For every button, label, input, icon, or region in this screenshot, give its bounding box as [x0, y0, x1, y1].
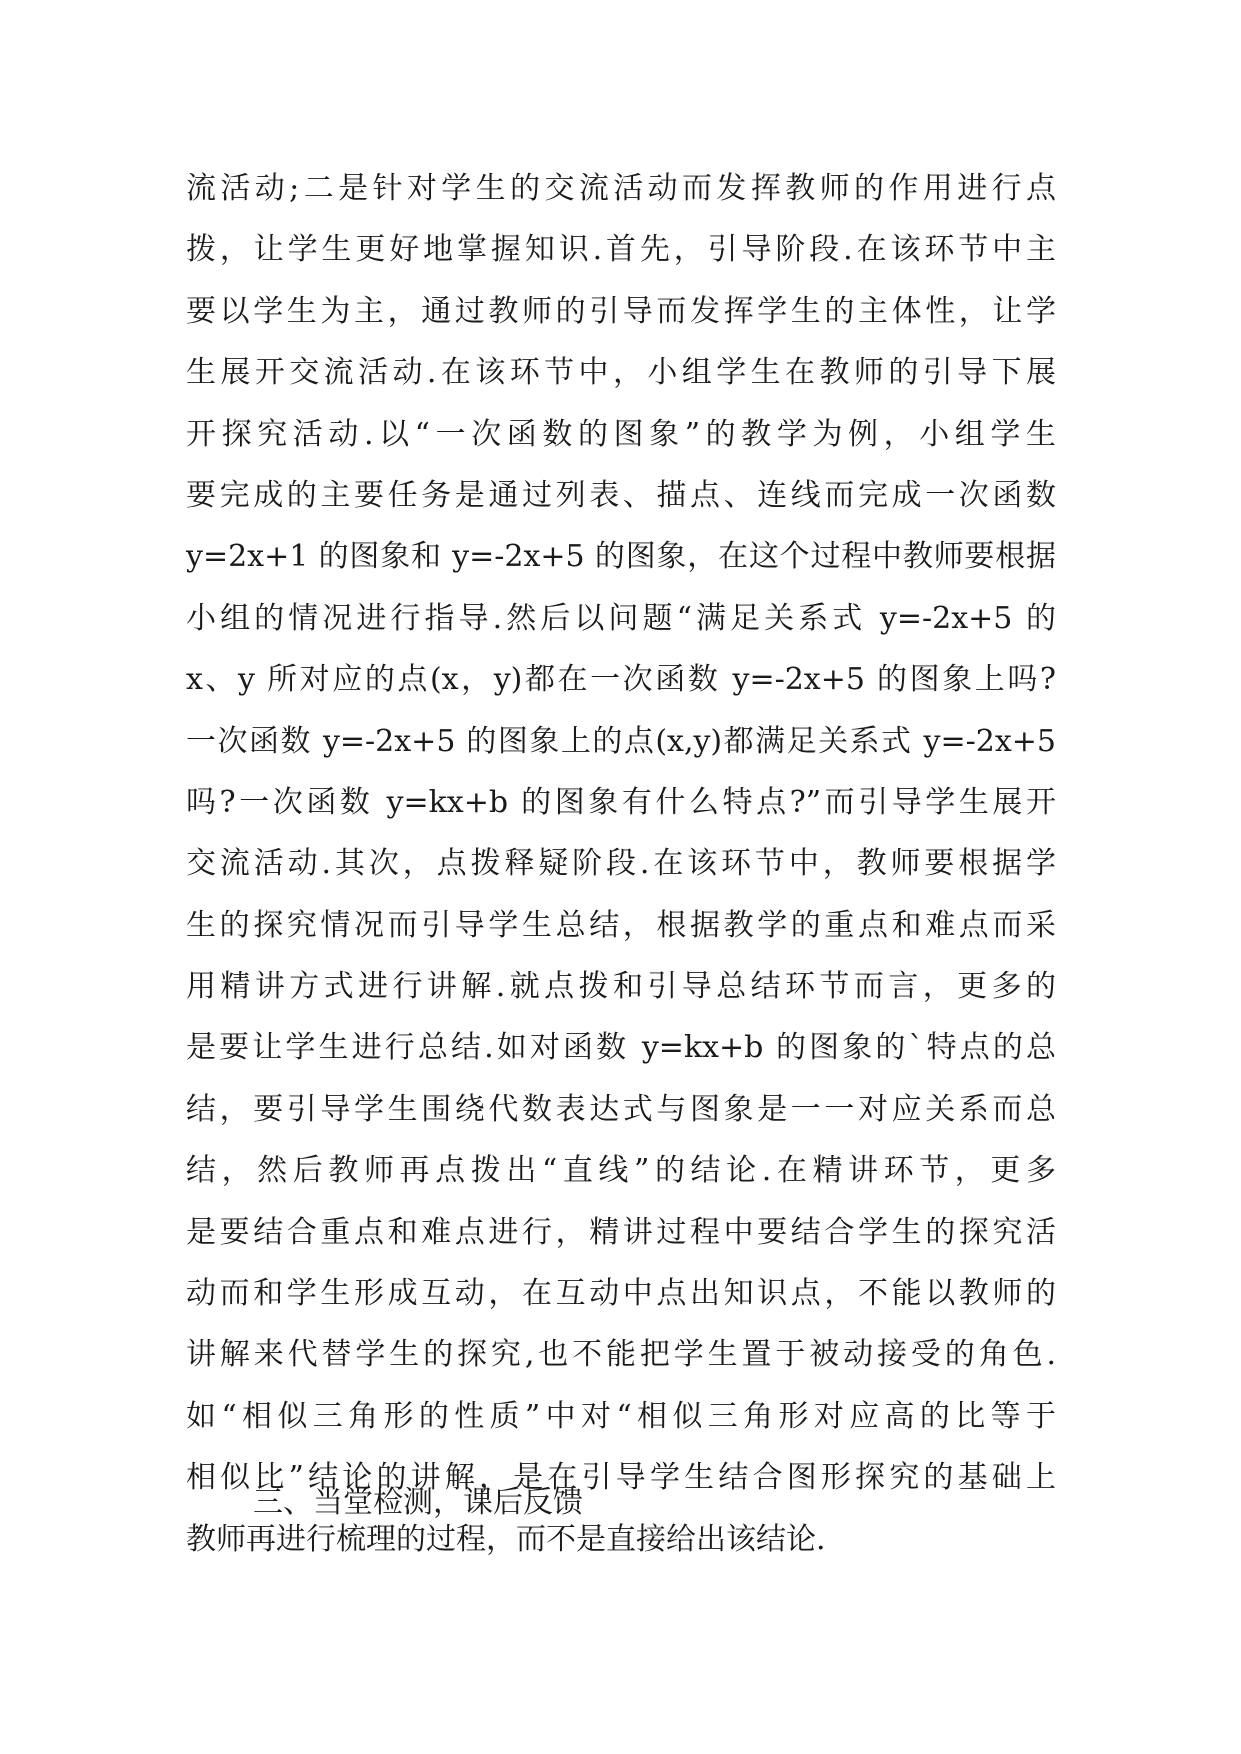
text-line: 是要让学生进行总结.如对函数 y=kx+b 的图象的`特点的总 [186, 1030, 1056, 1066]
text-line: 小组的情况进行指导.然后以问题“满足关系式 y=-2x+5 的 [186, 600, 1056, 636]
text-line-last: 教师再进行梳理的过程，而不是直接给出该结论. [186, 1521, 826, 1557]
text-line: 相似比”结论的讲解，是在引导学生结合图形探究的基础上 [186, 1460, 1056, 1496]
text-line: 是要结合重点和难点进行，精讲过程中要结合学生的探究活 [186, 1214, 1056, 1250]
section-heading: 三、当堂检测，课后反馈 [253, 1485, 583, 1520]
text-line: 动而和学生形成互动，在互动中点出知识点，不能以教师的 [186, 1276, 1056, 1312]
text-line: 要完成的主要任务是通过列表、描点、连线而完成一次函数 [186, 477, 1056, 513]
text-line: 要以学生为主，通过教师的引导而发挥学生的主体性，让学 [186, 293, 1056, 329]
text-line: 讲解来代替学生的探究,也不能把学生置于被动接受的角色. [186, 1337, 1056, 1373]
text-line: 如“相似三角形的性质”中对“相似三角形对应高的比等于 [186, 1398, 1056, 1434]
text-line: y=2x+1 的图象和 y=-2x+5 的图象，在这个过程中教师要根据 [186, 539, 1056, 575]
text-line: 一次函数 y=-2x+5 的图象上的点(x,y)都满足关系式 y=-2x+5 [186, 723, 1056, 759]
text-line: 开探究活动.以“一次函数的图象”的教学为例，小组学生 [186, 416, 1056, 452]
text-line: 生展开交流活动.在该环节中，小组学生在教师的引导下展 [186, 355, 1056, 391]
text-line: 交流活动.其次，点拨释疑阶段.在该环节中，教师要根据学 [186, 846, 1056, 882]
text-line: x、y 所对应的点(x，y)都在一次函数 y=-2x+5 的图象上吗? [186, 662, 1056, 698]
text-line: 生的探究情况而引导学生总结，根据教学的重点和难点而采 [186, 907, 1056, 943]
text-line: 拨，让学生更好地掌握知识.首先，引导阶段.在该环节中主 [186, 232, 1056, 268]
text-line: 用精讲方式进行讲解.就点拨和引导总结环节而言，更多的 [186, 969, 1056, 1005]
text-line: 吗?一次函数 y=kx+b 的图象有什么特点?”而引导学生展开 [186, 784, 1056, 820]
text-line: 结，然后教师再点拨出“直线”的结论.在精讲环节，更多 [186, 1153, 1056, 1189]
text-line: 结，要引导学生围绕代数表达式与图象是一一对应关系而总 [186, 1091, 1056, 1127]
body-paragraph [186, 158, 1056, 1570]
text-line: 流活动;二是针对学生的交流活动而发挥教师的作用进行点 [186, 171, 1056, 206]
